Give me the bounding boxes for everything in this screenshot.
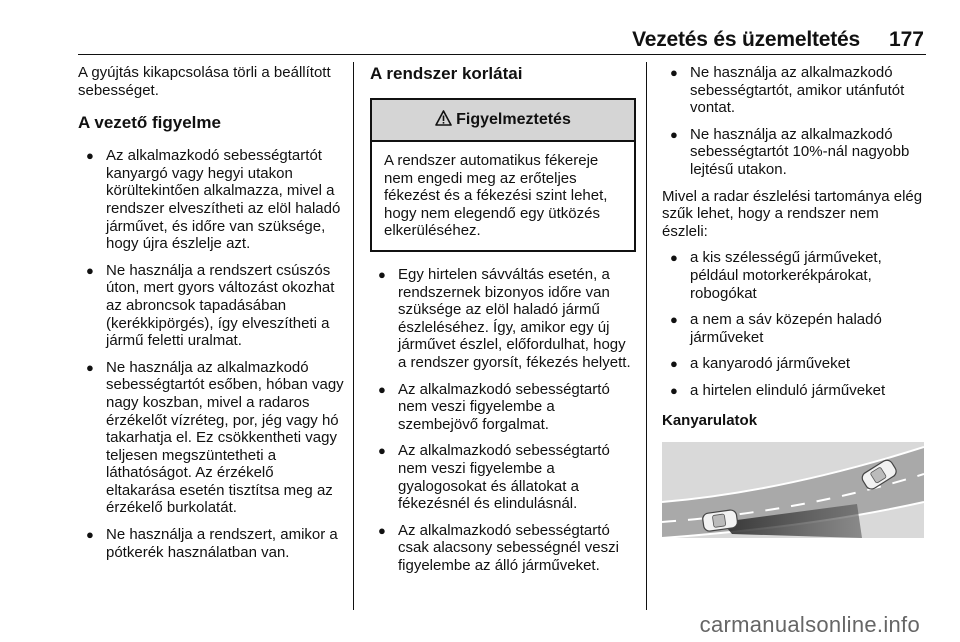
undetected-vehicles-list	[662, 249, 928, 399]
bullet-dot-icon: ●	[86, 262, 94, 278]
list-item: ● a hirtelen elinduló járműveket	[670, 381, 886, 399]
driver-attention-list	[78, 147, 344, 561]
bullet-dot-icon: ●	[670, 382, 678, 398]
bullet-dot-icon: ●	[378, 443, 386, 459]
column-divider-2	[646, 62, 647, 610]
bullet-dot-icon: ●	[86, 527, 94, 543]
list-item: ● Ne használja az alkalmazkodó sebességtartót esőben, hóban vagy nagy koszban, mivel a radaros érzékelőt vízréteg, por, jég vagy hó takarhatja el. Ez csökkentheti vagy teljesen megszüntetheti a láthatóságot. Az érzékelő eltakarása esetén tisztítsa meg az érzékelő burkolatát.	[86, 358, 344, 517]
bullet-dot-icon: ●	[378, 266, 386, 282]
page-number: 177	[888, 28, 924, 51]
page-header	[0, 0, 960, 50]
column-1	[78, 64, 344, 570]
list-item: ● Az alkalmazkodó sebességtartó csak alacsony sebességnél veszi figyelembe az álló járműveket.	[378, 521, 619, 574]
list-item: ● Az alkalmazkodó sebességtartót kanyargó vagy hegyi utakon körültekintően alkalmazza, mivel a rendszer elveszítheti az elöl haladó járművet, és időre van szüksége, hogy újra észlelje azt.	[86, 147, 341, 253]
section-heading-driver-attention: A vezető figyelme	[78, 113, 221, 133]
bullet-dot-icon: ●	[378, 522, 386, 538]
column-3	[662, 64, 928, 538]
warning-body: A rendszer automatikus fékereje nem engedi meg az erőteljes fékezést és a fékezési szint lehet, hogy nem elegendő egy ütközés elkerüléséhez.	[384, 152, 608, 240]
page-title: Vezetés és üzemeltetés	[632, 28, 860, 51]
system-limits-list	[370, 266, 636, 575]
list-item: ● Az alkalmazkodó sebességtartó nem veszi figyelembe a gyalogosokat és állatokat a fékezésnél és elindulásnál.	[378, 442, 610, 513]
bullet-dot-icon: ●	[670, 356, 678, 372]
list-item: ● Egy hirtelen sávváltás esetén, a rendszernek bizonyos időre van szüksége az elöl haladó jármű észleléséhez. Így, amikor egy új járművet észlel, előfordulhat, hogy a rendszer gyorsít, fékezés helyett.	[378, 265, 631, 371]
header-rule	[78, 54, 926, 55]
bullet-dot-icon: ●	[86, 148, 94, 164]
usage-restrictions-list	[662, 64, 928, 179]
list-item: ● Ne használja a rendszert csúszós úton, mert gyors változást okozhat az abroncsok tapadásában (kerékkipörgés), így elveszítheti a jármű feletti uralmat.	[86, 261, 335, 350]
bullet-dot-icon: ●	[670, 250, 678, 266]
bullet-dot-icon: ●	[670, 65, 678, 80]
list-item: ● Az alkalmazkodó sebességtartó nem veszi figyelembe a szembejövő forgalmat.	[378, 380, 610, 433]
bullet-dot-icon: ●	[86, 359, 94, 375]
section-heading-system-limits: A rendszer korlátai	[370, 64, 523, 83]
column-2	[370, 64, 636, 583]
watermark: carmanualsonline.info	[699, 612, 920, 637]
intro-paragraph: A gyújtás kikapcsolása törli a beállított sebességet.	[78, 64, 331, 99]
list-item: ● a nem a sáv közepén haladó járműveket	[670, 311, 882, 346]
radar-range-paragraph: Mivel a radar észlelési tartománya elég szűk lehet, hogy a rendszer nem észleli:	[662, 187, 923, 240]
bullet-dot-icon: ●	[670, 312, 678, 328]
list-item: ● a kanyarodó járműveket	[670, 355, 851, 373]
warning-title: Figyelmeztetés	[456, 111, 571, 129]
warning-box	[370, 98, 636, 252]
list-item: ● Ne használja az alkalmazkodó sebességtartót 10%-nál nagyobb lejtésű utakon.	[670, 125, 910, 178]
list-item: ● a kis szélességű járműveket, például motorkerékpárokat, robogókat	[670, 249, 882, 302]
warning-triangle-icon	[435, 110, 452, 131]
bullet-dot-icon: ●	[670, 126, 678, 142]
section-heading-curves: Kanyarulatok	[662, 411, 758, 429]
warning-header	[372, 100, 634, 142]
column-divider-1	[353, 62, 354, 610]
bullet-dot-icon: ●	[378, 381, 386, 397]
list-item: ● Ne használja a rendszert, amikor a pótkerék használatban van.	[86, 526, 338, 561]
list-item: ● Ne használja az alkalmazkodó sebességtartót, amikor utánfutót vontat.	[670, 64, 905, 117]
curve-illustration	[662, 442, 924, 538]
